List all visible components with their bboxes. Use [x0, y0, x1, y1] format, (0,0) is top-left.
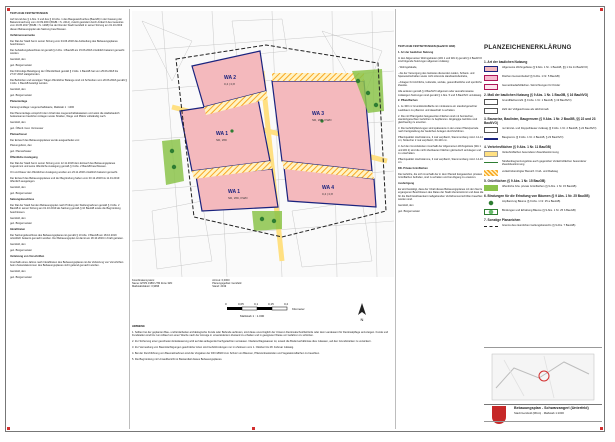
text-paragraph: 3. Die Gehölzpflanzungen sind spätestens in der ersten Pflanzperiode nach Fertigstellung der baulichen Anlagen durchzuführen. — [398, 126, 479, 134]
zone-label: WA 1 — [216, 131, 229, 137]
legend-section-title: 7. Sonstige Planzeichen — [484, 217, 521, 222]
text-paragraph: Pflanzqualität: Hochstämme, 3 mal verpflanzt, Stammumfang mind. 14-16 cm — [398, 157, 483, 165]
zone-label: WA 2 — [224, 75, 237, 81]
text-paragraph: Der Aufstellungsbeschluss ist gemäß § 2 Abs. 1 BauGB am 15.06.2018 ortsüblich bekannt gemacht worden. — [10, 48, 125, 56]
registration-mark — [252, 427, 255, 430]
text-paragraph: Öffentliche Auslegung — [10, 156, 38, 160]
text-paragraph: Alle anderen gemäß § 4 BauNVO allgemein oder ausnahmsweise zulässigen Nutzungen sind gemäß § 1 Abs. 5 und 6 BauNVO unzulässig. — [398, 90, 482, 97]
scale-text: Maßstab 1 : 1.000 — [240, 314, 265, 318]
pink-symbol-icon — [484, 75, 498, 81]
meta-line: Koordinatensystem: — [132, 279, 155, 282]
legend-item-label: Straßenbegrenzungslinie auch gegenüber Verkehrsflächen besonderer Zweckbestimmung — [502, 160, 587, 167]
text-paragraph: Gersfeld, den — [10, 270, 26, 274]
legend-item-label: nur Einzel- und Doppelhäuser zulässig (§ 9 Abs. 1 Nr. 2 BauGB, § 22 BauNVO) — [502, 127, 597, 130]
text-paragraph: Der Entwurf des Bebauungsplanes wurde ausgearbeitet von: — [10, 138, 80, 142]
text_gr-symbol-icon — [484, 99, 498, 105]
title-block — [484, 347, 602, 430]
text-paragraph: Planverfasser — [10, 132, 28, 136]
text-paragraph: 2. Zur Sicherung einer geordneten Entwässerung wird auf das anliegende Fachgutachten verwiesen. Niederschlagswasser ist, soweit die Bodenverhältnisse dies zulassen, auf den Grundstücken zu versickern. — [132, 340, 372, 344]
text-paragraph: Pflanzqualität: Hochstämme, 3 mal verpflanzt, Stammumfang mind. 12-14 cm; Sträucher 2 mal verpflanzt, 60-100 cm. — [398, 136, 483, 143]
column-divider — [395, 9, 396, 429]
text-paragraph: Gersfeld, den — [10, 57, 26, 61]
legend-item — [484, 224, 602, 230]
text-paragraph: 1. Je 300 m² Grundstücksfläche ist mindestens ein standortgerechter Laubbaum zu pflanzen und dauerhaft zu erhalten. — [398, 105, 478, 112]
roadline-symbol-icon — [484, 162, 498, 166]
legend-item — [484, 209, 602, 215]
text-paragraph: Die Gehölze, die sich innerhalb der in dem Planteil festgesetzten privaten Grünflächen befinden, sind zu erhalten und bei Abgang zu ersetzen. — [398, 172, 483, 180]
plan-sheet — [5, 6, 605, 432]
legend-item-label: Allgemeine Wohngebiete (§ 9 Abs. 1 Nr. 1 BauGB, §§ 1 bis 11 BauNVO) — [502, 66, 588, 69]
text-paragraph: 3. Zur Vermeidung von Beeinträchtigungen geschützter Arten sind Gehölzrodungen nur im Zeitraum vom 1. Oktober bis 28. Februar zulässig. — [132, 345, 294, 349]
plan-subtitle: Stadt Gersfeld (Rhön) · Maßstab 1:1000 — [514, 411, 564, 415]
legend-item-label: Zahl der Vollgeschosse als Höchstmaß — [502, 108, 549, 111]
zoning-map — [132, 11, 394, 277]
location-map — [484, 348, 602, 404]
text-paragraph: Ort und Dauer der öffentlichen Auslegung wurden am 23.11.2018 ortsüblich bekannt gemacht. — [10, 171, 118, 175]
text-paragraph: gez. Bürgermeister — [10, 93, 32, 97]
text-paragraph: Verfahrensvermerke — [10, 33, 35, 37]
north-arrow-icon — [358, 303, 366, 322]
text-paragraph: gez. Bürgermeister — [10, 192, 32, 196]
text-paragraph: - Anlagen für kirchliche, kulturelle, soziale, gesundheitliche und sportliche Zwecke. — [398, 81, 482, 88]
zone-tag: SD, WD, KWD — [312, 118, 332, 122]
text-paragraph: TEXTLICHE FESTSETZUNGEN (BauNVO 1990) — [398, 45, 456, 48]
plan-title: Bebauungsplan - Schwarzangerl (Unterfeld) — [514, 406, 589, 410]
text-paragraph: Die frühzeitige Beteiligung der Öffentlichkeit gemäß § 3 Abs. 1 BauGB hat vom 25.06.2018 bis 27.07.2018 stattgefunden. — [10, 69, 119, 77]
meta-line: Azimut: 0,0000 — [212, 279, 230, 282]
registration-mark — [7, 427, 10, 430]
text-paragraph: Die Behörden und sonstigen Träger öffentlicher Belange sind mit Schreiben vom 20.06.2018 gemäß § 4 Abs. 1 BauGB beteiligt worden. — [10, 78, 127, 86]
zone-label: WA 1 — [228, 189, 241, 195]
notes-section — [132, 325, 394, 429]
text-paragraph: DD. Private Grünflächen — [398, 167, 428, 171]
legend-section-title: 1. Art der baulichen Nutzung — [484, 60, 528, 64]
legend — [484, 57, 602, 345]
text-paragraph: Planungsbüro, den — [10, 144, 32, 148]
legend-item-label: Baugrenze (§ 9 Abs. 1 Nr. 2 BauGB, § 23 BauNVO) — [502, 136, 564, 139]
legend-item-label: Gemeinbedarfsflächen / Einrichtungen für Kinder — [502, 84, 561, 87]
text-paragraph: gez. Bürgermeister — [10, 222, 32, 226]
tree2-symbol-icon — [484, 209, 498, 215]
green-symbol-icon — [484, 185, 498, 191]
legend-item-label: Grundflächenzahl (§ 9 Abs. 1 Nr. 1 BauGB, § 19 BauNVO) — [502, 99, 572, 102]
legend-item — [484, 160, 602, 167]
legend-title: PLANZEICHENERKLÄRUNG — [484, 44, 572, 51]
registration-mark — [7, 8, 10, 11]
text_ii-symbol-icon — [484, 108, 498, 114]
legend-item-label: Verkehrsflächen besonderer Zweckbestimmung — [502, 151, 559, 154]
tree-symbol-icon — [484, 200, 498, 206]
scale-label: 0,1 — [254, 302, 259, 306]
text-paragraph: 4. Bei der Durchführung von Baumaßnahmen sind die Vorgaben der DIN 18920 zum Schutz von Bäumen, Pflanzenbeständen und Vegetationsflächen zu beachten. — [132, 351, 320, 355]
scale-bar-segments — [227, 307, 287, 310]
legend-item — [484, 200, 602, 206]
map-drawing — [132, 11, 394, 277]
text-paragraph: Innerhalb eines Jahres nach Inkrafttreten des Bebauungsplanes ist die Verletzung von Vorschriften beim Zustandekommen des Bebauungsplanes nicht geltend gemacht worden. — [10, 261, 124, 268]
text-paragraph: TEXTLICHE FESTSETZUNGEN — [10, 12, 48, 15]
zone-label: WA 4 — [322, 185, 335, 191]
meta-line: Planungsgebiet: Gersfeld — [212, 282, 242, 286]
text-paragraph: Der Rat der Stadt hat in seiner Sitzung vom 04.06.2018 die Aufstellung des Bebauungsplanes beschlossen. — [10, 39, 118, 46]
legend-item — [484, 151, 602, 157]
text-paragraph: 1. Art der baulichen Nutzung — [398, 50, 434, 54]
svg-text:N: N — [360, 317, 364, 322]
text-paragraph: Verletzung von Vorschriften — [10, 255, 45, 259]
legend-section-title: 3. Bauweise, Baulinien, Baugrenzen (§ 9 Abs. 1 Nr. 2 BauGB, §§ 22 und 23 BauNVO) — [484, 117, 596, 125]
legend-item-label: Bindungen und Erhaltung Bäume (§ 9 Abs. 1 Nr. 25 b BauGB) — [502, 208, 576, 212]
text-paragraph: Der Rat der Stadt hat in seiner Sitzung vom 12.11.2018 dem Entwurf des Bebauungsplanes zugestimmt und seine öffentliche Auslegung gemäß § 3 Abs. 2 BauGB beschlossen. — [10, 162, 116, 169]
text-paragraph: Die Planunterlage entspricht dem Inhalt des Liegenschaftskatasters und weist die städtebaulich bedeutsamen baulichen Anlagen sowie Straßen, Wege und Plätze vollständig nach. — [10, 111, 120, 118]
boundary-symbol-icon — [484, 226, 498, 230]
text-paragraph: In den Allgemeinen Wohngebieten (WA 1 und WA 2) gemäß § 4 BauNVO sind folgende Nutzungen allgemein zulässig: — [398, 56, 482, 64]
text-paragraph: - Wohngebäude, — [398, 65, 418, 69]
text-paragraph: Gersfeld, den — [10, 88, 26, 92]
meta-line: Stand: 2019 — [212, 285, 227, 289]
registration-mark — [600, 8, 603, 11]
legend-item — [484, 75, 602, 81]
legend-item-label: Anpflanzung Bäume (§ 9 Abs. 1 Nr. 25 a BauGB) — [502, 199, 561, 203]
text-paragraph: Satzungsbeschluss — [10, 198, 35, 202]
column-divider — [129, 9, 130, 429]
scale-label: 0,15 — [268, 302, 274, 306]
text-paragraph: Gersfeld, den — [398, 203, 414, 207]
legend-item-label: Flächen Gemeinbedarf (§ 9 Abs. 1 Nr. 5 BauGB) — [502, 75, 560, 78]
meta-line: Name: ETRS 1989 UTM Zone 32N — [132, 282, 173, 286]
text-paragraph: gez. Bürgermeister — [10, 276, 32, 280]
registration-mark — [600, 427, 603, 430]
text-paragraph: Kartengrundlage: Liegenschaftskarte, Maßstab 1 : 1000 — [10, 105, 75, 109]
legend-item — [484, 99, 602, 105]
text-paragraph: - die der Versorgung des Gebietes dienenden Läden, Schank- und Speisewirtschaften sowie nicht störende Handwerksbetriebe, — [398, 71, 475, 79]
meta-line: Maßstabsfaktor: 0,9996 — [132, 285, 160, 289]
text-paragraph: Gersfeld, den — [10, 243, 26, 247]
legend-section-title: 2. Maß der baulichen Nutzung (§ 9 Abs. 1 Nr. 1 BauGB, § 16 BauNVO) — [484, 93, 589, 97]
text-paragraph: Der Entwurf des Bebauungsplanes und der Begründung haben vom 03.12.2018 bis 11.01.2019 öffentlich ausgelegen. — [10, 177, 120, 184]
zone-tag: 0,4 | 0,8 — [224, 82, 235, 86]
text-paragraph: Gersfeld, den — [10, 216, 26, 220]
road-symbol-icon — [484, 151, 498, 157]
pink2-symbol-icon — [484, 84, 498, 90]
zone-tag: SD, WD — [216, 138, 227, 142]
text-paragraph: Planunterlage — [10, 99, 28, 103]
text-paragraph: Auf Grund des § 1 Abs. 3 und des § 10 Abs. 1 des Baugesetzbuches (BauGB) in der Fassung der Bekanntmachung vom 23.09.2004 (BGBl. I S. 2414), zuletzt geändert durch Artikel 6 des Gesetzes vom 29.05.2017 (BGBl. I S. 1298) hat der Rat der Stadt Gersfeld in seiner Sitzung am 01.10.2019 diesen Bebauungsplan als Satzung beschlossen. — [10, 17, 124, 31]
title-footer — [484, 421, 602, 430]
legend-item-label: öffentliche bzw. private Grünflächen (§ 9 Abs. 1 Nr. 15 BauGB) — [502, 184, 577, 188]
text-paragraph: Gersfeld, den — [10, 186, 26, 190]
legend-section-title: 4. Verkehrsflächen (§ 9 Abs. 1 Nr. 11 BauGB) — [484, 145, 552, 149]
right-text-column — [398, 45, 484, 429]
text-paragraph: 5. Die Begründung mit Umweltbericht ist Bestandteil dieses Bebauungsplanes. — [132, 357, 223, 361]
legend-item — [484, 136, 602, 142]
blue-symbol-icon — [484, 138, 498, 142]
title-divider — [484, 404, 602, 405]
text-paragraph: gez. Bürgermeister — [10, 249, 32, 253]
text-paragraph: Der Rat der Stadt hat den Bebauungsplan nach Prüfung der Stellungnahmen gemäß § 3 Abs. 2 BauGB in seiner Sitzung am 01.10.2019 als Satzung gemäß § 10 BauGB sowie die Begründung beschlossen. — [10, 204, 121, 214]
legend-item — [484, 108, 602, 114]
legend-item — [484, 127, 602, 133]
hatch-symbol-icon — [484, 170, 498, 176]
text-paragraph: gez. Bürgermeister — [10, 63, 32, 67]
text-paragraph: Inkrafttreten — [10, 228, 26, 232]
text-paragraph: Es wird bestätigt, dass der Inhalt dieses Bebauungsplanes mit den hierzu ergangenen Beschlüssen des Rates der Stadt übereinstimmt und dass die für die Rechtswirksamkeit maßgebenden Verfahrensvorschriften beachtet worden sind. — [398, 188, 484, 201]
text-paragraph: Der Satzungsbeschluss des Bebauungsplanes ist gemäß § 10 Abs. 3 BauGB am 18.10.2019 ortsüblich bekannt gemacht worden. Der Bebauungsplan ist damit am 18.10.2019 in Kraft getreten. — [10, 234, 124, 241]
legend-item — [484, 84, 602, 90]
text-paragraph: 1. Sollten bei der geplanten Bau- und Erdarbeiten archäologische Funde oder Befunde auftreten, sind diese unverzüglich der Unteren Denkmalschutzbehörde oder dem Landesamt für Denkmalpflege anzuzeigen. Funde und Fundstellen sind bis zum Ablauf von einer Woche nach der Anzeige in unverändertem Zustand zu erhalten und in geeigneter Weise vor Gefahren zu schützen. — [132, 330, 389, 338]
text-paragraph: Ausfertigung — [398, 182, 415, 186]
text-paragraph: gez. Bürgermeister — [398, 209, 420, 213]
legend-item-label: verkehrsberuhigter Bereich / Fuß- und Radweg — [502, 169, 559, 173]
notes-heading: HINWEISE — [132, 325, 145, 328]
scale-bar — [132, 301, 394, 323]
text-paragraph: gez. Öffentl. best. Vermesser — [10, 126, 44, 130]
text-paragraph: 2. Pflanzflächen — [398, 99, 418, 103]
scale-label: 0,05 — [238, 302, 244, 306]
legend-item — [484, 170, 602, 176]
zone-label: WA 3 — [312, 111, 325, 117]
legend-section-title: 6. Bindungen für die Erhaltung von Bäumen (§ 9 Abs. 1 Nr. 25 BauGB) — [484, 193, 590, 198]
text-paragraph: gez. Planverfasser — [10, 150, 32, 154]
legend-item — [484, 185, 602, 191]
legend-item — [484, 66, 602, 72]
text-paragraph: 3. Auf den Grundstücken innerhalb der Allgemeinen Wohngebiete (WA 1 und WA 2) sind die nicht überbauten Flächen gärtnerisch anzulegen und zu unterhalten. — [398, 145, 481, 155]
text_e-symbol-icon — [484, 127, 498, 133]
coordinate-info — [132, 279, 394, 299]
text-paragraph: Gersfeld, den — [10, 120, 26, 124]
wa-symbol-icon — [484, 66, 498, 72]
legend-section-title: 5. Grünflächen (§ 9 Abs. 1 Nr. 15 BauGB) — [484, 178, 546, 183]
text-paragraph: 2. Die mit Pflanzgebot festgesetzten Flächen sind mit heimischen, standortgerechten Gehölzen zu bepflanzen. Abgängige Gehölze sind gleichwertig zu ersetzen. — [398, 114, 478, 125]
scale-unit: Kilometer — [292, 307, 305, 311]
legend-item-label: Grenze des räumlichen Geltungsbereichs (§ 9 Abs. 7 BauGB) — [502, 223, 576, 227]
left-text-column — [10, 12, 128, 428]
scale-label: 0 — [225, 302, 227, 306]
zone-tag: 0,4 | 0,8 — [322, 192, 333, 196]
zone-tag: SD, WD, KWD — [228, 196, 248, 200]
scale-label: 0,2 — [284, 302, 289, 306]
